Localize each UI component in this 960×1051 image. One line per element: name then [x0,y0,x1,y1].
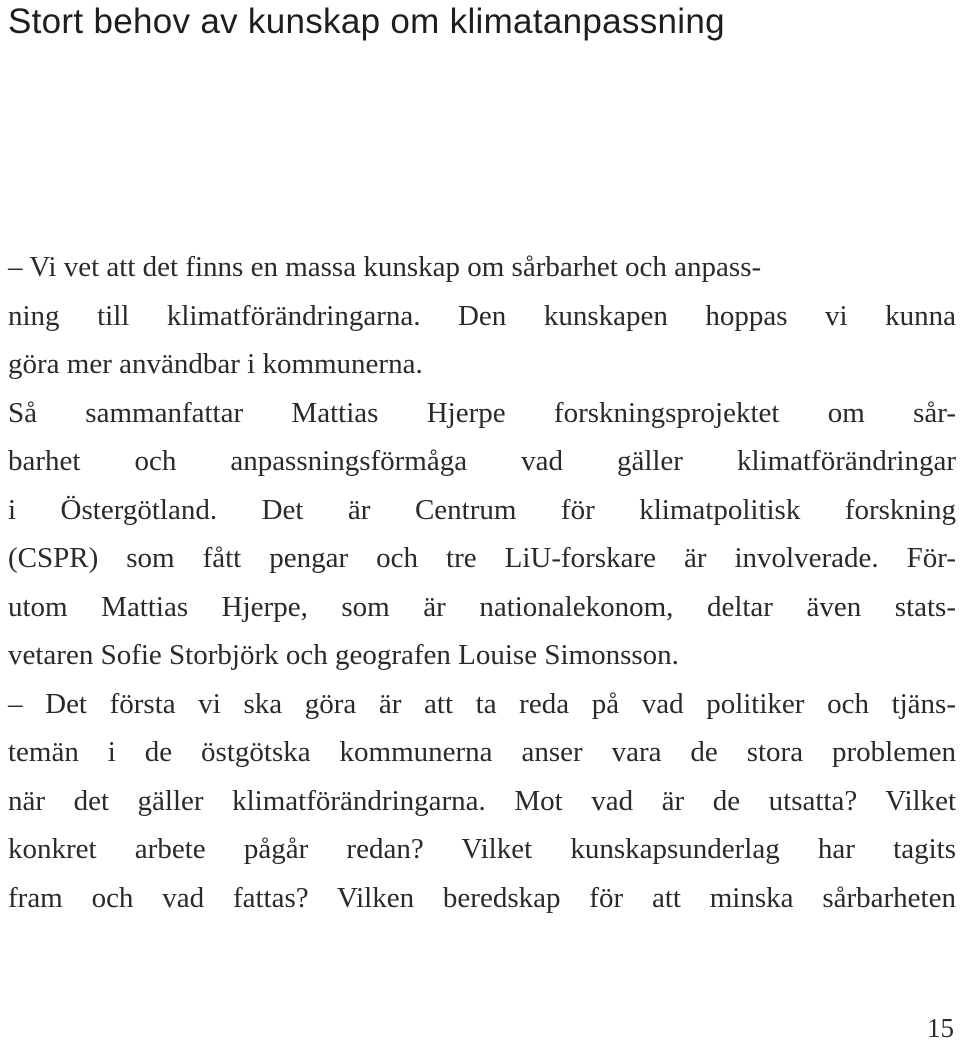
body-line-11: temän i de östgötska kommunerna anser vara de stora problemen [8,736,956,768]
body-line-3: göra mer användbar i kommunerna. [8,348,423,380]
body-line-4: Så sammanfattar Mattias Hjerpe forskningsprojektet om sår- [8,396,956,429]
body-line-12: när det gäller klimatförändringarna. Mot vad är de utsatta? Vilket [8,784,956,817]
body-line-2: ning till klimatförändringarna. Den kunskapen hoppas vi kunna [8,299,956,332]
body-line-14: fram och vad fattas? Vilken beredskap för att minska sårbarheten [8,881,956,914]
body-line-10: – Det första vi ska göra är att ta reda på vad politiker och tjäns- [8,687,956,720]
body-line-13: konkret arbete pågår redan? Vilket kunskapsunderlag har tagits [8,833,956,865]
body-line-8: utom Mattias Hjerpe, som är nationalekonom, deltar även stats- [8,590,956,623]
page-number: 15 [927,1013,954,1043]
article-body [8,243,956,922]
article-title: Stort behov av kunskap om klimatanpassning [8,2,725,41]
body-line-6: i Östergötland. Det är Centrum för klimatpolitisk forskning [8,493,956,526]
body-line-1: – Vi vet att det finns en massa kunskap om sårbarhet och anpass- [8,251,762,283]
body-line-5: barhet och anpassningsförmåga vad gäller klimatförändringar [8,445,956,477]
body-line-7: (CSPR) som fått pengar och tre LiU-forskare är involverade. För- [8,542,956,574]
body-line-9: vetaren Sofie Storbjörk och geografen Louise Simonsson. [8,639,679,671]
